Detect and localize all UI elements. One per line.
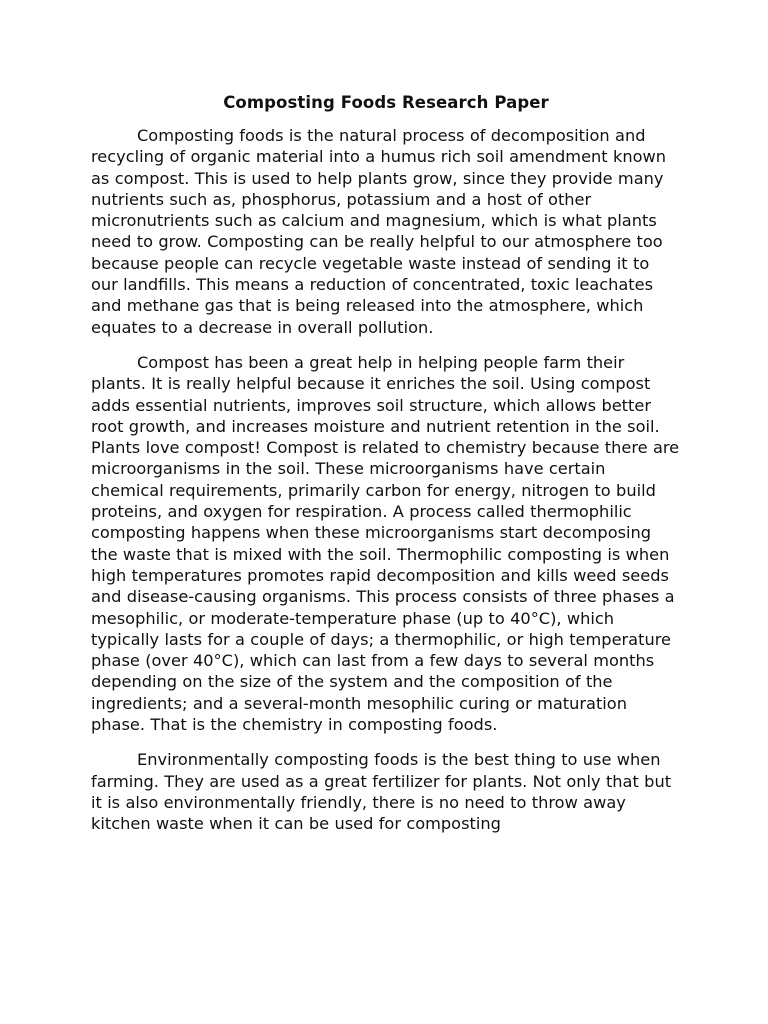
paragraph-3: Environmentally composting foods is the best thing to use when farming. They are used as a great fertilizer for plants. Not only that but it is also environmentally friendly, there is no need to throw away kitchen waste when it can be used for composting xyxy=(91,750,672,834)
paragraph-1: Composting foods is the natural process of decomposition and recycling of organic material into a humus rich soil amendment known as compost. This is used to help plants grow, since they provide many nutrients such as, phosphorus, potassium and a host of other micronutrients such as calcium and magnesium, which is what plants need to grow. Composting can be really helpful to our atmosphere too because people can recycle vegetable waste instead of sending it to our landfills. This means a reduction of concentrated, toxic leachates and methane gas that is being released into the atmosphere, which equates to a decrease in overall pollution. xyxy=(91,126,667,337)
document-page xyxy=(91,93,681,835)
document-title: Composting Foods Research Paper xyxy=(223,93,549,112)
paragraph-2: Compost has been a great help in helping people farm their plants. It is really helpful because it enriches the soil. Using compost adds essential nutrients, improves soil structure, which allows better root growth, and increases moisture and nutrient retention in the soil. Plants love compost! Compost is related to chemistry because there are microorganisms in the soil. These microorganisms have certain chemical requirements, primarily carbon for energy, nitrogen to build proteins, and oxygen for respiration. A process called thermophilic composting happens when these microorganisms start decomposing the waste that is mixed with the soil. Thermophilic composting is when high temperatures promotes rapid decomposition and kills weed seeds and disease-causing organisms. This process consists of three phases a mesophilic, or moderate-temperature phase (up to 40°C), which typically lasts for a couple of days; a thermophilic, or high temperature phase (over 40°C), which can last from a few days to several months depending on the size of the system and the composition of the ingredients; and a several-month mesophilic curing or maturation phase. That is the chemistry in composting foods. xyxy=(91,352,680,735)
